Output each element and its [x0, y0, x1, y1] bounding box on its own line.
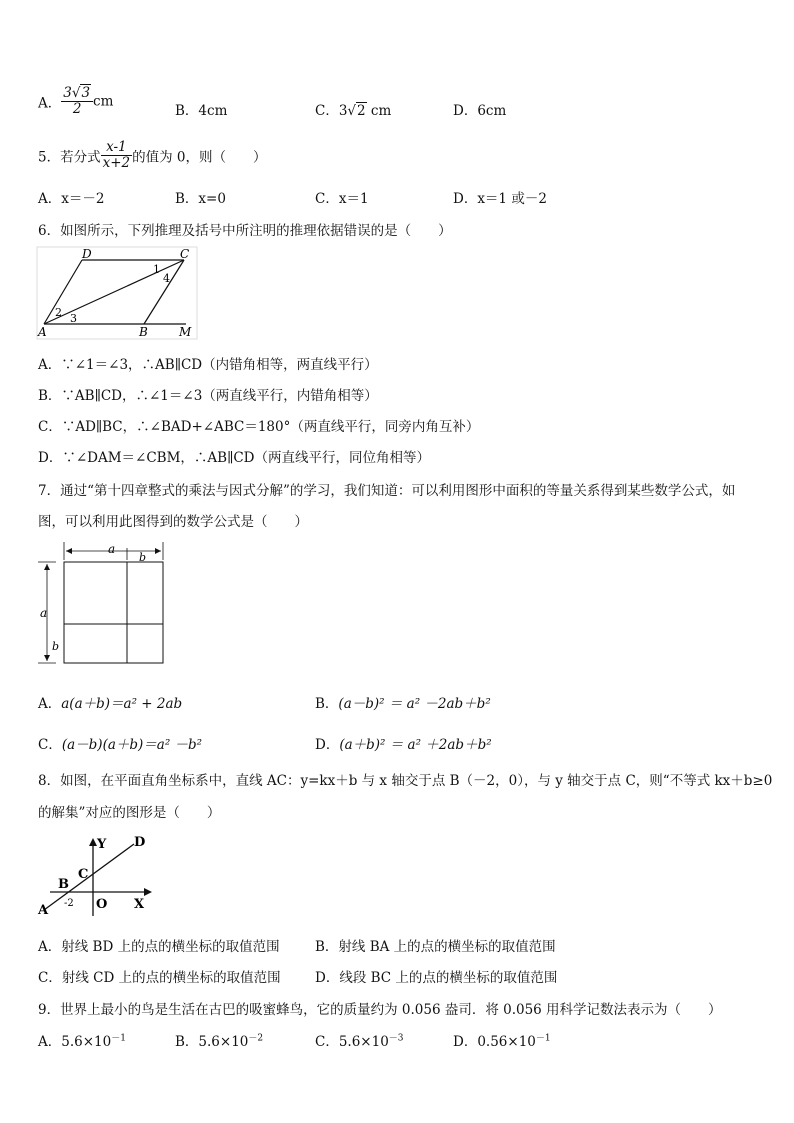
- q9-option-b: B．$5.6\times 10^{-2}$: [175, 1033, 264, 1050]
- q7-option-b: B．(a－b)² ＝ a² －2ab＋b²: [315, 696, 491, 712]
- q6-option-c: C．∵AD∥BC，∴∠BAD+∠ABC＝180°（两直线平行，同旁内角互补）: [38, 419, 480, 435]
- q5-stem: 5．若分式 $\frac{x-1}{x+2}$ 的值为 0，则（ ）: [38, 139, 267, 171]
- q6-angle-1: 1: [153, 263, 160, 276]
- q6-option-d: D．∵∠DAM＝∠CBM，∴AB∥CD（两直线平行，同位角相等）: [38, 450, 430, 466]
- q8-label-neg2: -2: [64, 898, 74, 909]
- q6-option-b: B．∵AB∥CD，∴∠1＝∠3（两直线平行，内错角相等）: [38, 388, 378, 404]
- q4-option-c: C．3√2 cm: [315, 103, 392, 119]
- q9-option-d: D．$0.56\times 10^{-1}$: [453, 1033, 551, 1050]
- q5-option-c: C．x＝1: [315, 191, 369, 207]
- q7-option-d: D．(a＋b)² ＝ a² ＋2ab＋b²: [315, 737, 492, 753]
- q8-label-y: Y: [97, 837, 107, 852]
- q4-option-d: D．6cm: [453, 103, 507, 119]
- q9-option-a: A．$5.6\times 10^{-1}$: [38, 1033, 126, 1050]
- q6-label-c: C: [180, 247, 190, 261]
- q5-option-d: D．x＝1 或－2: [453, 191, 547, 207]
- q4-a-fraction: $\frac{3√3}{2}$: [61, 86, 93, 117]
- q6-angle-4: 4: [163, 272, 170, 285]
- q9-option-c: C．$5.6\times 10^{-3}$: [315, 1033, 404, 1050]
- q6-parallelogram-figure: [36, 246, 198, 340]
- q6-label-a: A: [38, 325, 47, 339]
- q7-option-a: A．a(a＋b)＝a² + 2ab: [38, 696, 183, 712]
- q8-option-d: D．线段 BC 上的点的横坐标的取值范围: [315, 970, 558, 986]
- q7-label-b-top: b: [139, 551, 147, 564]
- q8-stem-line2: 的解集”对应的图形是（ ）: [38, 805, 221, 821]
- q7-option-c: C．(a－b)(a＋b)＝a² －b²: [38, 737, 203, 753]
- q8-label-c: C: [78, 867, 89, 882]
- q6-angle-2: 2: [55, 306, 62, 319]
- q8-stem-line1: 8．如图，在平面直角坐标系中，直线 AC：y=kx＋b 与 x 轴交于点 B（－2，0），与 y 轴交于点 C，则“不等式 kx＋b≥0: [38, 773, 773, 789]
- q8-label-d: D: [134, 835, 146, 850]
- q6-label-b: B: [139, 325, 148, 339]
- q8-label-a: A: [38, 903, 49, 918]
- q5-option-b: B．x=0: [175, 191, 226, 207]
- q6-stem: 6．如图所示，下列推理及括号中所注明的推理依据错误的是（ ）: [38, 223, 452, 239]
- q9-stem: 9．世界上最小的鸟是生活在古巴的吸蜜蜂鸟，它的质量约为 0.056 盎司．将 0.056 用科学记数法表示为（ ）: [38, 1002, 722, 1018]
- q6-option-a: A．∵∠1＝∠3，∴AB∥CD（内错角相等，两直线平行）: [38, 357, 378, 373]
- q8-label-b: B: [58, 877, 69, 892]
- q6-label-m: M: [179, 325, 192, 339]
- q4-option-a: A． $\frac{3√3}{2}$ cm: [38, 85, 114, 117]
- q8-option-a: A．射线 BD 上的点的横坐标的取值范围: [38, 939, 280, 955]
- q4-option-b: B．4cm: [175, 103, 228, 119]
- q5-option-a: A．x＝－2: [38, 191, 105, 207]
- q7-stem-line1: 7．通过“第十四章整式的乘法与因式分解”的学习，我们知道：可以利用图形中面积的等量关系得到某些数学公式，如: [38, 483, 736, 499]
- q6-angle-3: 3: [70, 312, 77, 325]
- q7-label-a-left: a: [40, 606, 48, 620]
- q8-option-b: B．射线 BA 上的点的横坐标的取值范围: [315, 939, 556, 955]
- q6-label-d: D: [82, 247, 92, 261]
- q7-area-figure: [36, 540, 168, 668]
- q8-label-x: X: [134, 897, 145, 912]
- q8-label-o: O: [96, 897, 108, 912]
- q8-coordinate-figure: [36, 830, 160, 922]
- q7-label-b-left: b: [52, 640, 60, 653]
- q8-option-c: C．射线 CD 上的点的横坐标的取值范围: [38, 970, 281, 986]
- q7-label-a-top: a: [108, 542, 116, 556]
- q5-fraction: $\frac{x-1}{x+2}$: [102, 139, 131, 171]
- q7-stem-line2: 图，可以利用此图得到的数学公式是（ ）: [38, 514, 308, 530]
